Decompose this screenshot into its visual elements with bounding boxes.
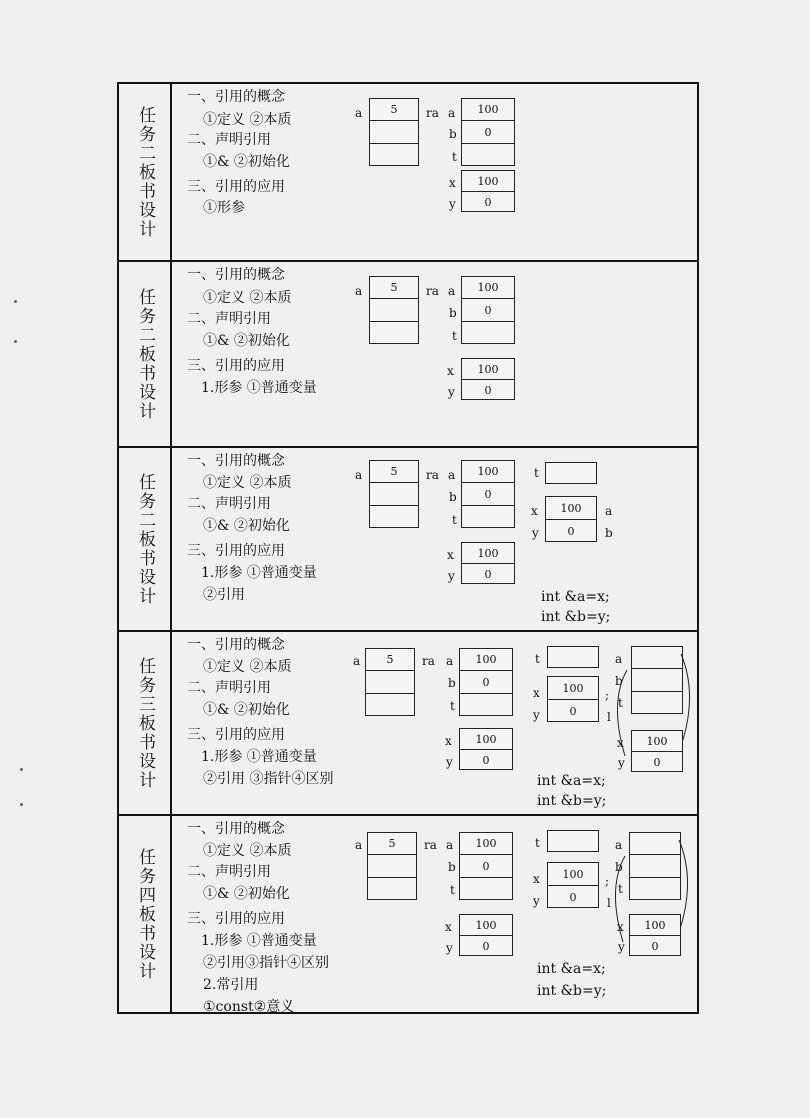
var-label: y bbox=[448, 385, 455, 399]
outline-line: 一、引用的概念 bbox=[187, 821, 285, 837]
memory-cell: 100 bbox=[460, 649, 512, 671]
var-label: t bbox=[535, 836, 540, 850]
var-label: ra bbox=[424, 838, 437, 852]
outline-line: ①& ②初始化 bbox=[203, 518, 290, 534]
row-label: 任务二板书设计 bbox=[119, 448, 172, 630]
memory-cell: 0 bbox=[460, 855, 512, 878]
outline-line: ①定义 ②本质 bbox=[203, 290, 292, 306]
var-label: t bbox=[618, 696, 623, 710]
memory-cell: 100 bbox=[630, 915, 680, 936]
memory-cell: 100 bbox=[546, 497, 596, 520]
memory-stack-a bbox=[369, 98, 419, 166]
var-label: ra bbox=[426, 284, 439, 298]
memory-cell: 0 bbox=[484, 567, 492, 581]
table-row bbox=[119, 84, 697, 262]
outline-line: ①定义 ②本质 bbox=[203, 475, 292, 491]
memory-cell: 100 bbox=[548, 677, 598, 700]
var-label: a bbox=[446, 654, 454, 668]
memory-stack-a bbox=[369, 460, 419, 528]
var-label: ra bbox=[426, 468, 439, 482]
var-label: y bbox=[449, 197, 456, 211]
memory-stack-swap bbox=[545, 496, 597, 542]
var-label: b bbox=[605, 526, 613, 540]
var-label: x bbox=[445, 920, 452, 934]
var-label: ; bbox=[605, 688, 610, 702]
var-label: x bbox=[447, 364, 454, 378]
memory-cell: 0 bbox=[460, 671, 512, 694]
memory-cell: 100 bbox=[462, 171, 514, 192]
pointer-arrow bbox=[681, 654, 690, 740]
var-label: y bbox=[446, 941, 453, 955]
outline-line: 一、引用的概念 bbox=[187, 453, 285, 469]
code-line: int &b=y; bbox=[537, 983, 607, 999]
outline-line: ①& ②初始化 bbox=[203, 154, 290, 170]
var-label: a bbox=[353, 654, 361, 668]
memory-cell: 5 bbox=[366, 649, 414, 671]
memory-stack-xy bbox=[461, 358, 515, 400]
memory-cell: 0 bbox=[462, 483, 514, 506]
memory-cell: 0 bbox=[569, 890, 577, 904]
memory-stack-a bbox=[369, 276, 419, 344]
var-label: x bbox=[533, 686, 540, 700]
memory-cell: 5 bbox=[370, 99, 418, 121]
outline-line: 二、声明引用 bbox=[187, 311, 271, 327]
memory-cell: 0 bbox=[653, 755, 661, 769]
memory-cell: 100 bbox=[632, 731, 682, 752]
var-label: t bbox=[452, 513, 457, 527]
row-label: 任务二板书设计 bbox=[119, 262, 172, 446]
memory-diagram bbox=[119, 262, 697, 446]
pointer-arrows bbox=[119, 816, 697, 1015]
memory-cell: 100 bbox=[460, 915, 512, 936]
memory-cell: 100 bbox=[460, 729, 512, 750]
var-label: a bbox=[448, 284, 456, 298]
outline-line: 二、声明引用 bbox=[187, 864, 271, 880]
outline-line: ①& ②初始化 bbox=[203, 702, 290, 718]
memory-cell: 100 bbox=[462, 277, 514, 299]
memory-cell: 0 bbox=[484, 383, 492, 397]
memory-stack-xy bbox=[461, 170, 515, 212]
var-label: x bbox=[617, 736, 624, 750]
var-label: x bbox=[449, 176, 456, 190]
var-label: y bbox=[533, 894, 540, 908]
memory-cell: 100 bbox=[462, 99, 514, 121]
var-label: a bbox=[446, 838, 454, 852]
memory-cell: 5 bbox=[368, 833, 416, 855]
var-label: t bbox=[534, 466, 539, 480]
var-label: l bbox=[607, 710, 611, 724]
var-label: ra bbox=[422, 654, 435, 668]
outline-line: 三、引用的应用 bbox=[187, 727, 285, 743]
outline-line: ①& ②初始化 bbox=[203, 886, 290, 902]
outline-line: ①定义 ②本质 bbox=[203, 112, 292, 128]
var-label: a bbox=[448, 468, 456, 482]
var-label: t bbox=[618, 882, 623, 896]
board-design-table bbox=[117, 82, 699, 1014]
outline-line: 1.形参 ①普通变量 bbox=[201, 380, 317, 396]
temp-box bbox=[545, 462, 597, 484]
outline-line: ①定义 ②本质 bbox=[203, 659, 292, 675]
var-label: b bbox=[449, 490, 457, 504]
memory-cell: 0 bbox=[484, 195, 492, 209]
memory-cell bbox=[370, 299, 418, 322]
memory-cell: 0 bbox=[569, 704, 577, 718]
var-label: y bbox=[533, 708, 540, 722]
memory-cell bbox=[370, 144, 418, 167]
var-label: b bbox=[448, 860, 456, 874]
var-label: b bbox=[449, 306, 457, 320]
var-label: x bbox=[617, 920, 624, 934]
code-line: int &a=x; bbox=[537, 961, 606, 977]
outline-line: 一、引用的概念 bbox=[187, 637, 285, 653]
var-label: t bbox=[535, 652, 540, 666]
row-label: 任务四板书设计 bbox=[119, 816, 172, 1012]
row-label: 任务二板书设计 bbox=[119, 84, 172, 260]
outline-line: 三、引用的应用 bbox=[187, 543, 285, 559]
table-row bbox=[119, 632, 697, 816]
memory-diagram bbox=[119, 448, 697, 630]
memory-cell: 100 bbox=[462, 543, 514, 564]
memory-cell: 0 bbox=[462, 299, 514, 322]
var-label: b bbox=[615, 860, 623, 874]
memory-cell: 100 bbox=[548, 863, 598, 886]
pointer-arrow bbox=[679, 840, 688, 926]
pointer-arrow bbox=[615, 856, 625, 942]
table-row bbox=[119, 448, 697, 632]
var-label: a bbox=[448, 106, 456, 120]
memory-cell: 5 bbox=[370, 277, 418, 299]
outline-line: 三、引用的应用 bbox=[187, 358, 285, 374]
var-label: a bbox=[355, 468, 363, 482]
var-label: x bbox=[531, 504, 538, 518]
outline-line: ②引用③指针④区别 bbox=[203, 955, 329, 971]
outline-line: ①const②意义 bbox=[203, 999, 295, 1015]
memory-diagram bbox=[119, 632, 697, 814]
outline-line: ①形参 bbox=[203, 200, 245, 216]
var-label: ra bbox=[426, 106, 439, 120]
pointer-arrow bbox=[617, 670, 627, 756]
outline-line: 2.常引用 bbox=[203, 977, 259, 993]
memory-cell: 100 bbox=[460, 833, 512, 855]
outline-line: 一、引用的概念 bbox=[187, 89, 285, 105]
var-label: x bbox=[447, 548, 454, 562]
outline-line: 1.形参 ①普通变量 bbox=[201, 749, 317, 765]
memory-cell: 100 bbox=[462, 359, 514, 380]
code-line: int &b=y; bbox=[541, 609, 611, 625]
var-label: t bbox=[452, 329, 457, 343]
code-line: int &a=x; bbox=[537, 773, 606, 789]
var-label: l bbox=[607, 896, 611, 910]
table-row bbox=[119, 262, 697, 448]
memory-stack-ab bbox=[461, 460, 515, 528]
memory-stack-xy bbox=[461, 542, 515, 584]
outline-line: 1.形参 ①普通变量 bbox=[201, 565, 317, 581]
var-label: x bbox=[445, 734, 452, 748]
var-label: b bbox=[449, 127, 457, 141]
memory-cell bbox=[462, 506, 514, 529]
memory-cell: 0 bbox=[462, 121, 514, 144]
memory-cell bbox=[370, 121, 418, 144]
var-label: t bbox=[452, 150, 457, 164]
memory-cell: 0 bbox=[482, 939, 490, 953]
outline-line: 二、声明引用 bbox=[187, 680, 271, 696]
memory-cell bbox=[370, 322, 418, 345]
var-label: a bbox=[355, 838, 363, 852]
outline-line: 二、声明引用 bbox=[187, 132, 271, 148]
memory-cell bbox=[370, 483, 418, 506]
table-row bbox=[119, 816, 697, 1015]
var-label: y bbox=[618, 940, 625, 954]
var-label: t bbox=[450, 699, 455, 713]
outline-line: ②引用 bbox=[203, 587, 245, 603]
outline-line: ①& ②初始化 bbox=[203, 333, 290, 349]
speck bbox=[20, 803, 23, 806]
row-label: 任务三板书设计 bbox=[119, 632, 172, 814]
outline-line: 一、引用的概念 bbox=[187, 267, 285, 283]
memory-cell bbox=[462, 322, 514, 345]
var-label: a bbox=[355, 284, 363, 298]
var-label: t bbox=[450, 883, 455, 897]
var-label: b bbox=[448, 676, 456, 690]
var-label: y bbox=[618, 756, 625, 770]
memory-stack-ab bbox=[461, 276, 515, 344]
memory-diagram bbox=[119, 84, 697, 260]
var-label: x bbox=[533, 872, 540, 886]
memory-cell: 0 bbox=[651, 939, 659, 953]
memory-cell: 5 bbox=[370, 461, 418, 483]
memory-stack-ab bbox=[461, 98, 515, 166]
speck bbox=[14, 340, 17, 343]
var-label: y bbox=[448, 569, 455, 583]
outline-line: 三、引用的应用 bbox=[187, 179, 285, 195]
outline-line: ①定义 ②本质 bbox=[203, 843, 292, 859]
var-label: a bbox=[355, 106, 363, 120]
var-label: b bbox=[615, 674, 623, 688]
var-label: ; bbox=[605, 874, 610, 888]
memory-cell: 0 bbox=[482, 753, 490, 767]
var-label: a bbox=[615, 838, 623, 852]
outline-line: 1.形参 ①普通变量 bbox=[201, 933, 317, 949]
code-line: int &a=x; bbox=[541, 589, 610, 605]
memory-cell: 100 bbox=[462, 461, 514, 483]
pointer-arrows bbox=[119, 632, 697, 816]
speck bbox=[14, 300, 17, 303]
code-line: int &b=y; bbox=[537, 793, 607, 809]
memory-cell bbox=[462, 144, 514, 167]
memory-cell: 0 bbox=[567, 524, 575, 538]
speck bbox=[20, 768, 23, 771]
outline-line: 三、引用的应用 bbox=[187, 911, 285, 927]
outline-line: 二、声明引用 bbox=[187, 496, 271, 512]
var-label: a bbox=[605, 504, 613, 518]
var-label: y bbox=[532, 526, 539, 540]
memory-diagram bbox=[119, 816, 697, 1015]
var-label: y bbox=[446, 755, 453, 769]
memory-cell bbox=[370, 506, 418, 529]
outline-line: ②引用 ③指针④区别 bbox=[203, 771, 334, 787]
var-label: a bbox=[615, 652, 623, 666]
